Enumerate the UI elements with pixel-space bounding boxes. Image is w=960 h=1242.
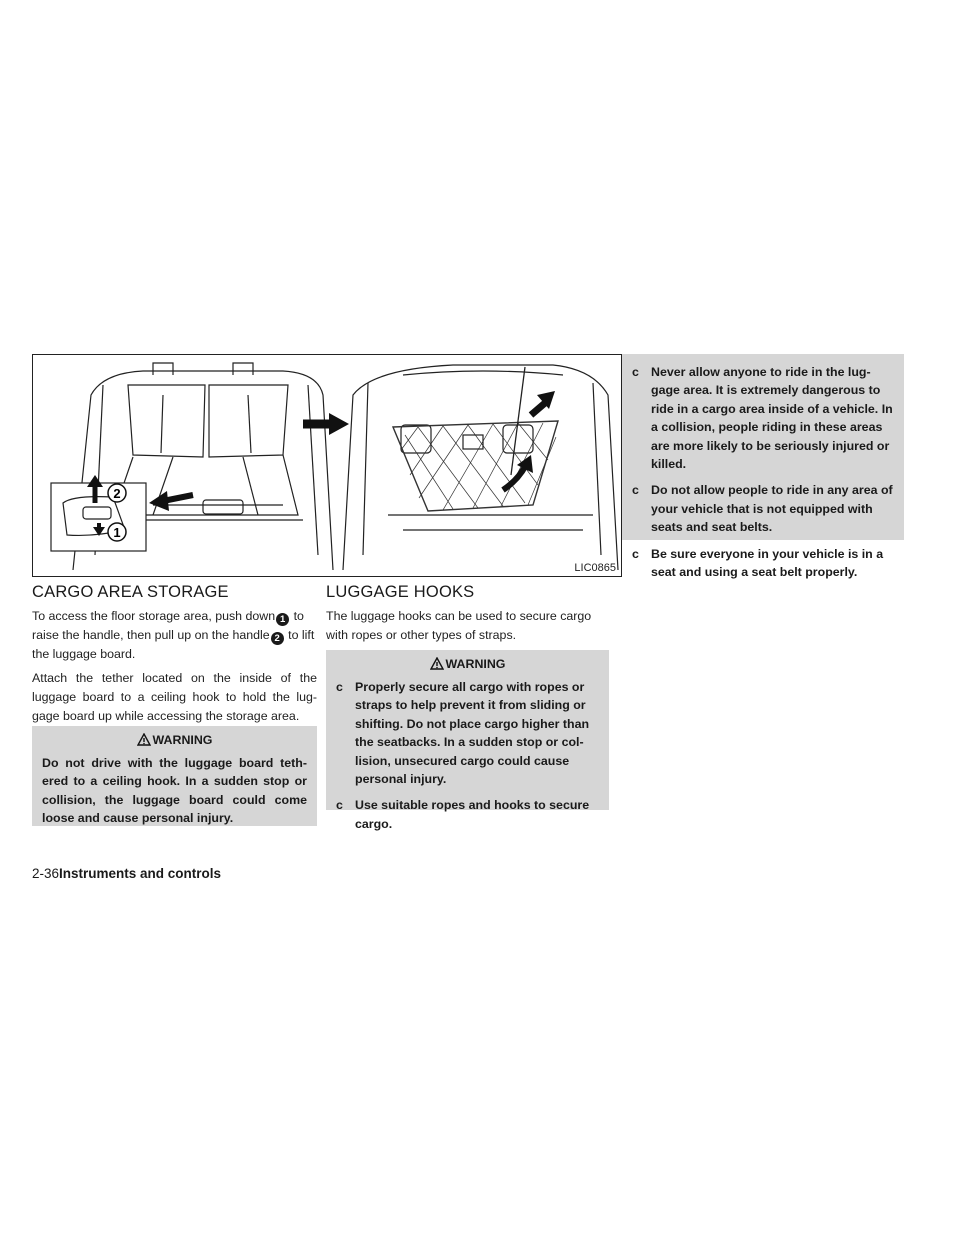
bullet-mark: c (632, 483, 639, 498)
cargo-paragraph-2: Attach the tether located on the inside of the luggage board to a ceiling hook to hold the lug-gage board up while accessing the storage area. (32, 671, 317, 723)
callout-2-marker: 2 (271, 632, 284, 645)
list-item (336, 678, 599, 788)
cargo-heading: CARGO AREA STORAGE (32, 583, 229, 601)
cargo-warning-box (32, 726, 317, 826)
cargo-area-drawing (33, 355, 622, 577)
hooks-warning-header (336, 650, 599, 678)
cargo-illustration (32, 354, 622, 577)
list-item (336, 796, 599, 833)
figure-code: LIC0865 (574, 562, 616, 574)
hooks-warning-list (336, 678, 599, 833)
warning-triangle-icon (430, 657, 444, 670)
list-item-text: Properly secure all cargo with ropes or straps to help prevent it from sliding or shifting. Do not place cargo higher than the seatbacks. In a sudden stop or col-lision, unsecured cargo could cause personal injury. (355, 680, 590, 787)
ride-warning-list (632, 363, 894, 581)
warning-triangle-icon (137, 733, 151, 746)
cargo-warning-text: Do not drive with the luggage board teth-ered to a ceiling hook. In a sudden stop or collision, the luggage board could come loose and cause personal injury. (42, 756, 307, 826)
cargo-para1-part-a: To access the floor storage area, push down (32, 609, 276, 623)
cargo-para1-part-b: to raise the handle, then pull up on the handle (32, 609, 304, 642)
cargo-warning-header (42, 726, 307, 754)
list-item (632, 545, 894, 582)
list-item-text: Use suitable ropes and hooks to secure cargo. (355, 798, 590, 831)
list-item-text: Be sure everyone in your vehicle is in a seat and using a seat belt properly. (651, 546, 884, 580)
list-item-text: Do not allow people to ride in any area of your vehicle that is not equipped with seats and seat belts. (651, 483, 893, 535)
callout-1: 1 (113, 525, 121, 540)
page-footer (32, 866, 221, 881)
hooks-paragraph: The luggage hooks can be used to secure cargo with ropes or other types of straps. (326, 609, 592, 642)
hooks-warning-label: WARNING (445, 657, 506, 671)
page-number: 2-36 (32, 866, 60, 881)
bullet-mark: c (336, 798, 343, 813)
bullet-mark: c (632, 365, 639, 379)
cargo-warning-label: WARNING (152, 733, 213, 747)
hooks-warning-box (326, 650, 609, 831)
list-item (632, 481, 894, 536)
bullet-mark: c (632, 546, 639, 561)
hooks-heading: LUGGAGE HOOKS (326, 583, 475, 601)
callout-2: 2 (113, 486, 121, 501)
list-item (632, 363, 894, 473)
cargo-paragraph-1 (32, 607, 317, 664)
callout-1-marker: 1 (276, 613, 289, 626)
section-name: Instruments and controls (59, 866, 222, 881)
bullet-mark: c (336, 680, 343, 694)
ride-warning-box (622, 354, 904, 580)
list-item-text: Never allow anyone to ride in the lug-gage area. It is extremely dangerous to ride in a cargo area inside of a vehicle. In a collision, people riding in these areas are more likely to be seriously injured or killed. (651, 365, 893, 472)
cargo-para1-part-c: to lift the luggage board. (32, 628, 315, 661)
